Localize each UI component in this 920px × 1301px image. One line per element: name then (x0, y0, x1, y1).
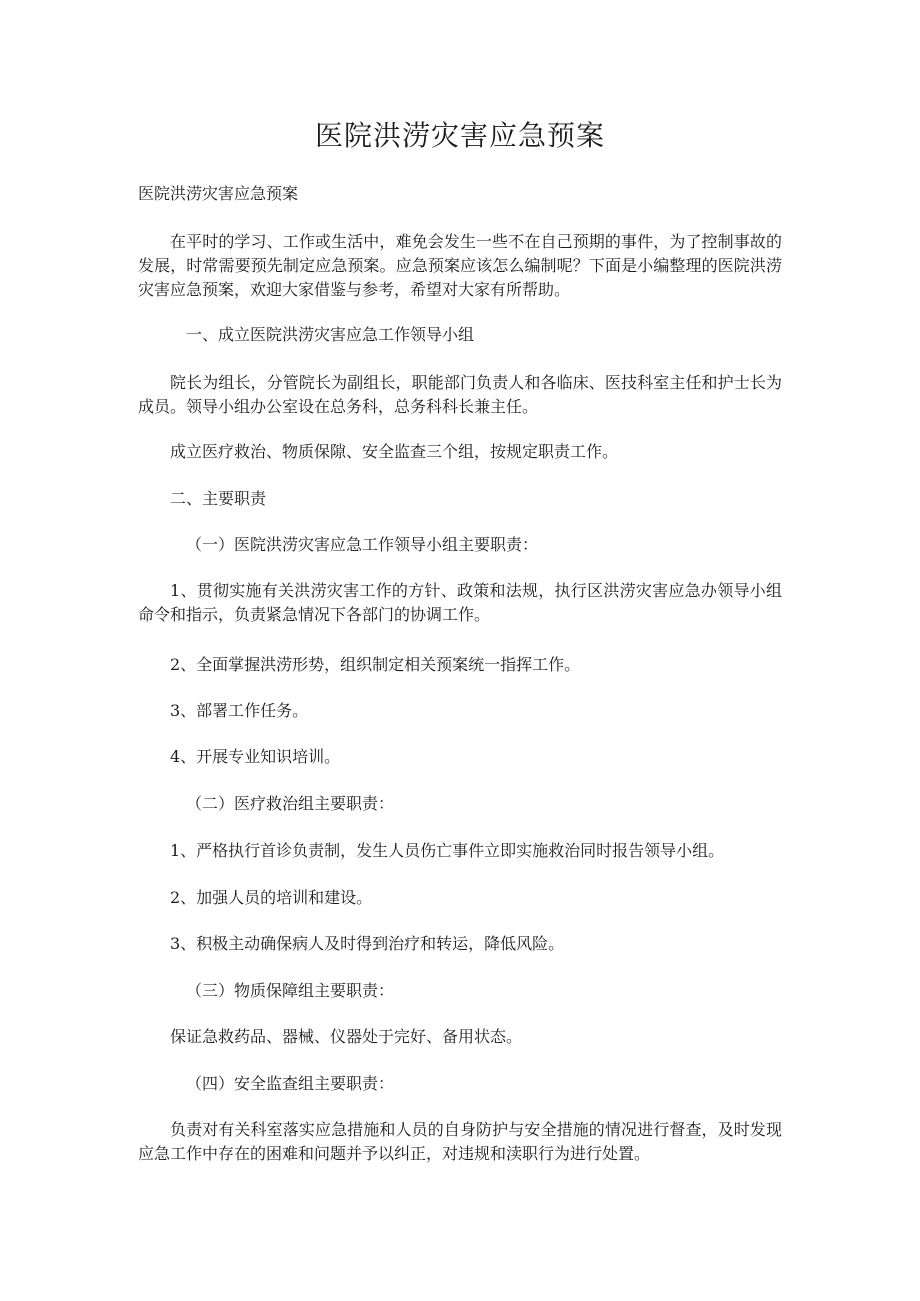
subsection-1-item-2: 2、全面掌握洪涝形势，组织制定相关预案统一指挥工作。 (170, 655, 581, 674)
subsection-1-item-4: 4、开展专业知识培训。 (170, 747, 341, 766)
subsection-3-text: 保证急救药品、器械、仪器处于完好、备用状态。 (170, 1027, 523, 1046)
subsection-4-heading: （四）安全监查组主要职责： (186, 1074, 395, 1093)
subsection-4-text: 负责对有关科室落实应急措施和人员的自身防护与安全措施的情况进行督查，及时发现应急工作中存在的困难和问题并予以纠正，对违规和渎职行为进行处置。 (138, 1120, 782, 1163)
subsection-1-item-3: 3、部署工作任务。 (170, 701, 309, 720)
intro-paragraph: 在平时的学习、工作或生活中，难免会发生一些不在自己预期的事件，为了控制事故的发展，时常需要预先制定应急预案。应急预案应该怎么编制呢？下面是小编整理的医院洪涝灾害应急预案，欢迎大家借鉴与参考，希望对大家有所帮助。 (138, 232, 782, 299)
subsection-2-heading: （二）医疗救治组主要职责： (186, 794, 395, 813)
section-1-heading: 一、成立医院洪涝灾害应急工作领导小组 (186, 325, 475, 344)
subsection-3-heading: （三）物质保障组主要职责： (186, 981, 395, 1000)
section-1-paragraph-2: 成立医疗救治、物质保隙、安全监查三个组，按规定职责工作。 (170, 442, 619, 461)
subsection-2-item-2: 2、加强人员的培训和建设。 (170, 888, 373, 907)
subsection-1-heading: （一）医院洪涝灾害应急工作领导小组主要职责： (186, 535, 539, 554)
subsection-1-item-1: 1、贯彻实施有关洪涝灾害工作的方针、政策和法规，执行区洪涝灾害应急办领导小组命令和指示，负责紧急情况下各部门的协调工作。 (138, 581, 782, 624)
section-2-heading: 二、主要职责 (170, 489, 267, 508)
document-title: 医院洪涝灾害应急预案 (314, 119, 605, 152)
subsection-2-item-1: 1、严格执行首诊负责制，发生人员伤亡事件立即实施救治同时报告领导小组。 (170, 841, 725, 860)
document-subtitle: 医院洪涝灾害应急预案 (138, 184, 299, 203)
subsection-2-item-3: 3、积极主动确保病人及时得到治疗和转运，降低风险。 (170, 934, 565, 953)
section-1-paragraph-1: 院长为组长，分管院长为副组长，职能部门负责人和各临床、医技科室主任和护士长为成员。领导小组办公室设在总务科，总务科科长兼主任。 (138, 373, 782, 416)
